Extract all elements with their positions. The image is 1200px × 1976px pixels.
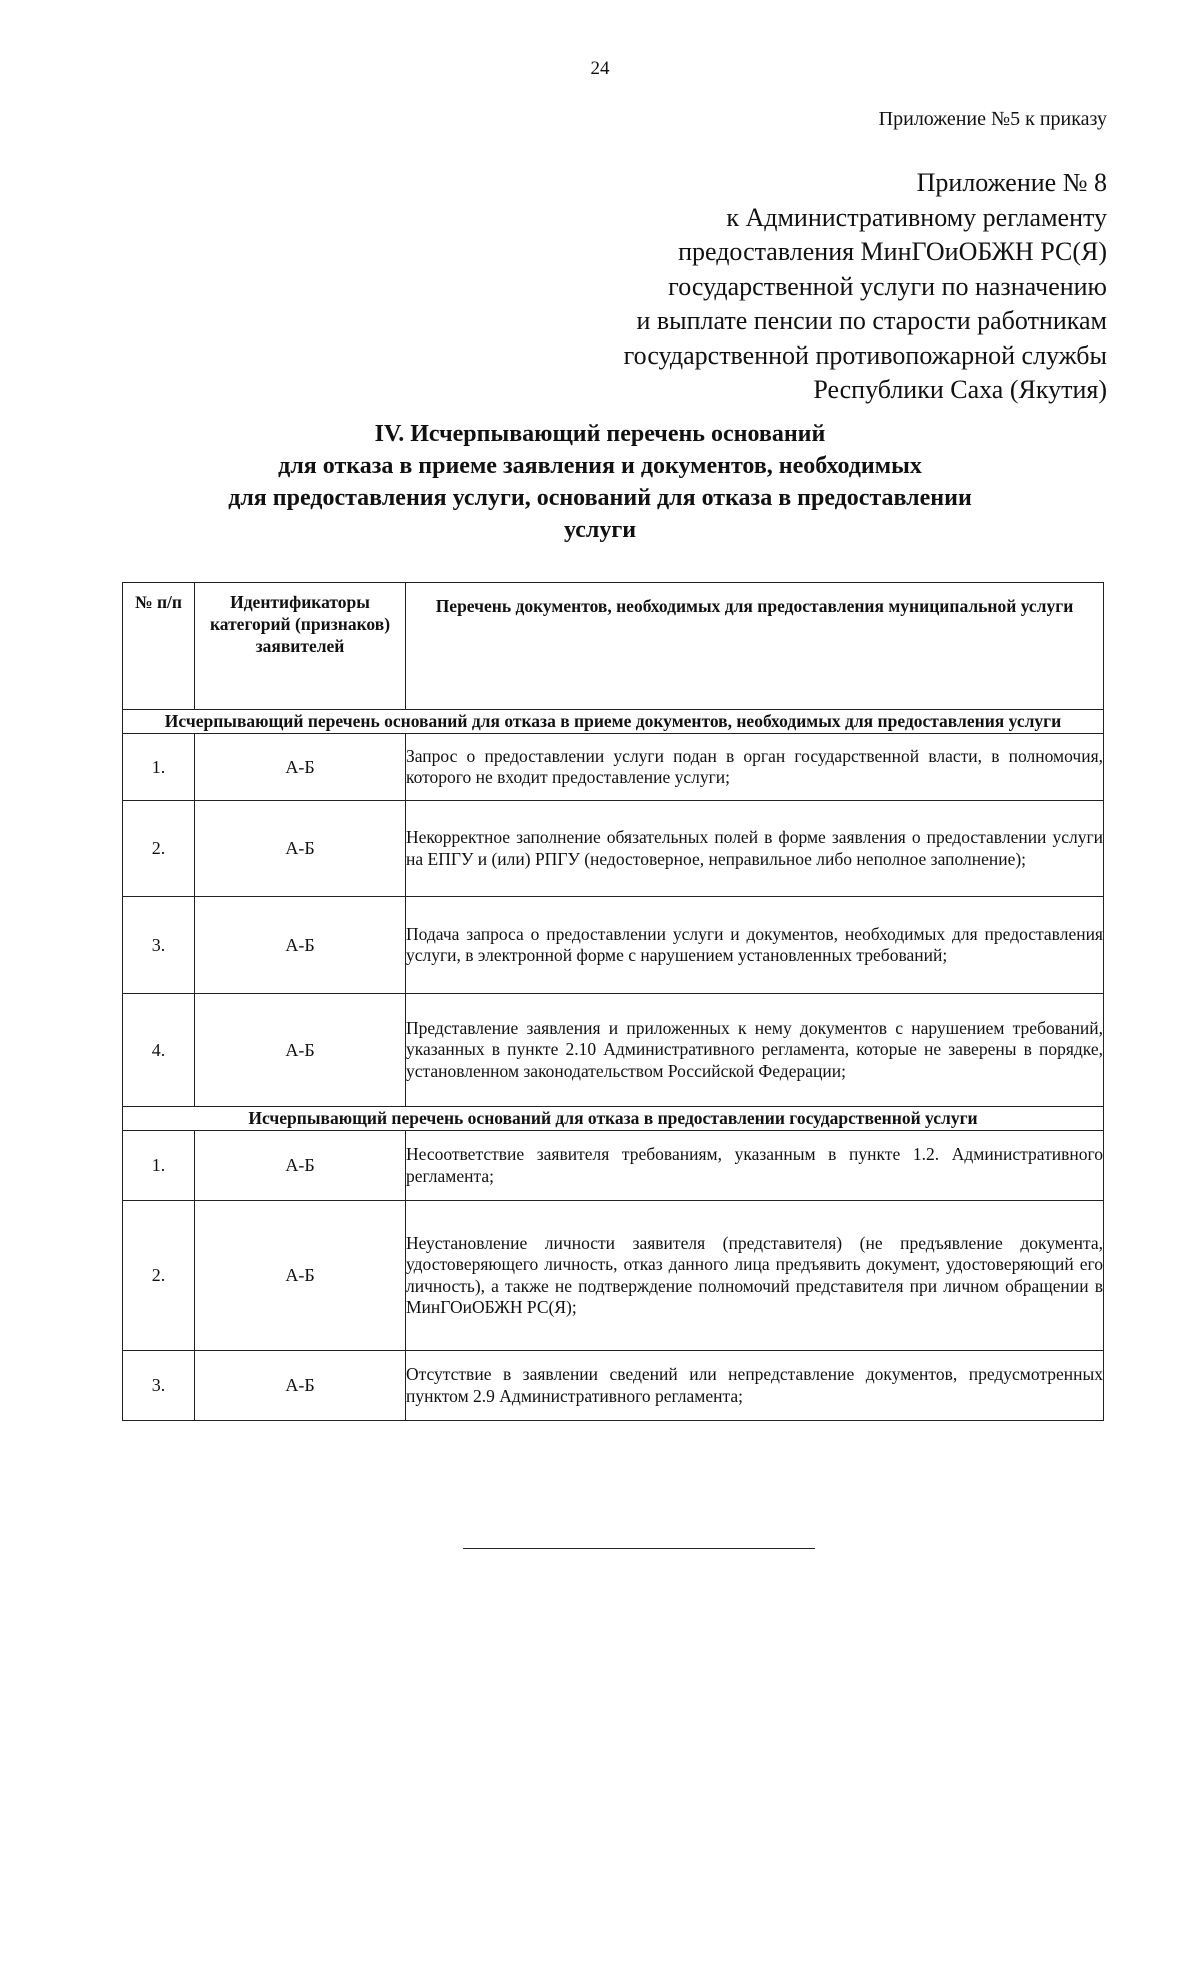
section-title-line: услуги <box>563 517 637 543</box>
section-title <box>150 418 1050 546</box>
row-number: 2. <box>123 1201 195 1351</box>
table-row <box>123 994 1104 1107</box>
annex-line: государственной услуги по назначению <box>668 271 1107 301</box>
grounds-table <box>122 582 1104 1421</box>
group-heading: Исчерпывающий перечень оснований для отказа в предоставлении государственной услуги <box>123 1107 1104 1131</box>
table-row <box>123 1351 1104 1421</box>
annex-line: Республики Саха (Якутия) <box>813 375 1107 404</box>
row-ground-text: Отсутствие в заявлении сведений или непредставление документов, предусмотренных пунктом 2.9 Административного регламента; <box>406 1351 1104 1421</box>
section-title-line: для предоставления услуги, оснований для отказа в предоставлении <box>228 485 972 511</box>
group-heading-row <box>123 710 1104 734</box>
row-number: 1. <box>123 1131 195 1201</box>
annex-line: предоставления МинГОиОБЖН РС(Я) <box>678 237 1107 266</box>
row-category: А-Б <box>195 897 406 994</box>
header-documents: Перечень документов, необходимых для предоставления муниципальной услуги <box>406 583 1104 710</box>
row-number: 3. <box>123 1351 195 1421</box>
section-title-line: IV. Исчерпывающий перечень оснований <box>374 421 826 447</box>
footer-divider <box>463 1548 815 1549</box>
row-category: А-Б <box>195 801 406 897</box>
page-number: 24 <box>590 58 610 79</box>
header-number: № п/п <box>123 583 195 710</box>
row-category: А-Б <box>195 994 406 1107</box>
annex-line: к Административному регламенту <box>726 202 1107 232</box>
annex-header-block <box>407 166 1107 408</box>
row-ground-text: Представление заявления и приложенных к нему документов с нарушением требований, указанных в пункте 2.10 Административного регламента, которые не заверены в порядке, установленном законодательством Российской Федерации; <box>406 994 1104 1107</box>
table-row <box>123 897 1104 994</box>
row-ground-text: Подача запроса о предоставлении услуги и документов, необходимых для предоставления услуги, в электронной форме с нарушением установленных требований; <box>406 897 1104 994</box>
group-heading-row <box>123 1107 1104 1131</box>
row-ground-text: Запрос о предоставлении услуги подан в орган государственной власти, в полномочия, которого не входит предоставление услуги; <box>406 734 1104 801</box>
annex-line: Приложение № 8 <box>916 168 1107 197</box>
row-ground-text: Несоответствие заявителя требованиям, указанным в пункте 1.2. Административного регламента; <box>406 1131 1104 1201</box>
header-identifiers: Идентификаторы категорий (признаков) заявителей <box>195 583 406 710</box>
table-row <box>123 1131 1104 1201</box>
annex-line: государственной противопожарной службы <box>623 340 1107 370</box>
annex-order-reference: Приложение №5 к приказу <box>878 108 1107 130</box>
row-category: А-Б <box>195 1131 406 1201</box>
table-row <box>123 734 1104 801</box>
table-row <box>123 1201 1104 1351</box>
table-header-row <box>123 583 1104 710</box>
row-ground-text: Некорректное заполнение обязательных полей в форме заявления о предоставлении услуги на ЕПГУ и (или) РПГУ (недостоверное, неправильное либо неполное заполнение); <box>406 801 1104 897</box>
row-category: А-Б <box>195 734 406 801</box>
row-number: 1. <box>123 734 195 801</box>
group-heading: Исчерпывающий перечень оснований для отказа в приеме документов, необходимых для предоставления услуги <box>123 710 1104 734</box>
section-title-line: для отказа в приеме заявления и документов, необходимых <box>278 453 922 479</box>
row-number: 4. <box>123 994 195 1107</box>
table-row <box>123 801 1104 897</box>
row-category: А-Б <box>195 1201 406 1351</box>
annex-line: и выплате пенсии по старости работникам <box>636 306 1107 335</box>
row-ground-text: Неустановление личности заявителя (представителя) (не предъявление документа, удостоверяющего личность, отказ данного лица предъявить документ, удостоверяющий его личность), а также не подтверждение полномочий представителя при личном обращении в МинГОиОБЖН РС(Я); <box>406 1201 1104 1351</box>
row-number: 2. <box>123 801 195 897</box>
row-category: А-Б <box>195 1351 406 1421</box>
row-number: 3. <box>123 897 195 994</box>
